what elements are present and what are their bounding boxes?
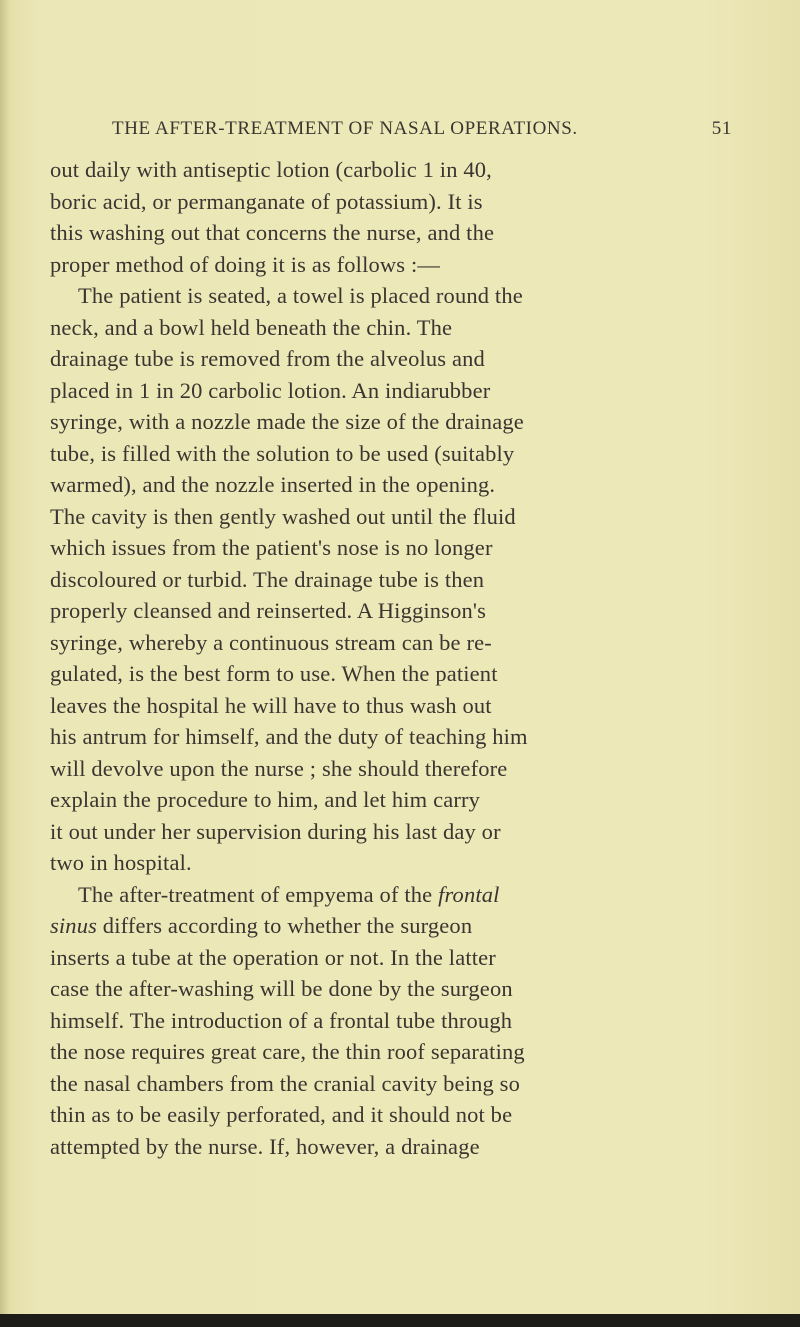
- text-line: himself. The introduction of a frontal tube through: [50, 1007, 513, 1033]
- text-line: thin as to be easily perforated, and it should not be: [50, 1102, 513, 1127]
- text-line: gulated, is the best form to use. When the patient: [50, 661, 498, 686]
- text-line: attempted by the nurse. If, however, a drainage: [50, 1133, 480, 1159]
- text-line: drainage tube is removed from the alveolus and: [50, 346, 485, 371]
- italic-term: frontal: [438, 881, 500, 907]
- text-line: which issues from the patient's nose is no longer: [50, 535, 493, 560]
- text-run: The after-treatment of empyema of the: [78, 881, 439, 907]
- text-line: syringe, whereby a continuous stream can be re-: [50, 629, 492, 655]
- text-line: [50, 910, 670, 942]
- text-line: tube, is filled with the solution to be used (suitably: [50, 440, 515, 466]
- text-line: it out under her supervision during his last day or: [50, 818, 501, 844]
- text-line: inserts a tube at the operation or not. In the latter: [50, 944, 496, 970]
- running-head: [112, 118, 732, 142]
- text-line: The patient is seated, a towel is placed round the: [78, 283, 523, 308]
- text-line: leaves the hospital he will have to thus wash out: [50, 692, 492, 718]
- text-line: out daily with antiseptic lotion (carbolic 1 in 40,: [50, 157, 492, 182]
- text-line: will devolve upon the nurse ; she should therefore: [50, 755, 508, 781]
- text-line: neck, and a bowl held beneath the chin. The: [50, 314, 453, 340]
- scan-bottom-edge: [0, 1314, 800, 1327]
- text-line: placed in 1 in 20 carbolic lotion. An indiarubber: [50, 377, 491, 403]
- text-line: discoloured or turbid. The drainage tube is then: [50, 566, 485, 592]
- text-line: boric acid, or permanganate of potassium). It is: [50, 188, 483, 214]
- page-gutter-shadow: [0, 0, 10, 1327]
- text-line: two in hospital.: [50, 850, 192, 875]
- text-line: the nasal chambers from the cranial cavity being so: [50, 1070, 520, 1096]
- text-line: [50, 879, 670, 911]
- italic-term: sinus: [50, 913, 98, 938]
- text-line: The cavity is then gently washed out until the fluid: [50, 503, 516, 529]
- text-line: case the after-washing will be done by the surgeon: [50, 976, 513, 1001]
- text-line: syringe, with a nozzle made the size of the drainage: [50, 409, 524, 434]
- text-line: warmed), and the nozzle inserted in the opening.: [50, 472, 496, 497]
- body-text: [50, 154, 670, 1162]
- text-line: the nose requires great care, the thin roof separating: [50, 1039, 525, 1064]
- text-line: properly cleansed and reinserted. A Higginson's: [50, 598, 486, 623]
- text-line: explain the procedure to him, and let him carry: [50, 787, 481, 812]
- page-number: 51: [711, 118, 732, 139]
- text-line: this washing out that concerns the nurse, and the: [50, 220, 495, 245]
- running-title: THE AFTER-TREATMENT OF NASAL OPERATIONS.: [112, 118, 578, 139]
- text-line: proper method of doing it is as follows :—: [50, 251, 441, 277]
- text-line: his antrum for himself, and the duty of teaching him: [50, 724, 528, 749]
- text-run: differs according to whether the surgeon: [97, 913, 473, 938]
